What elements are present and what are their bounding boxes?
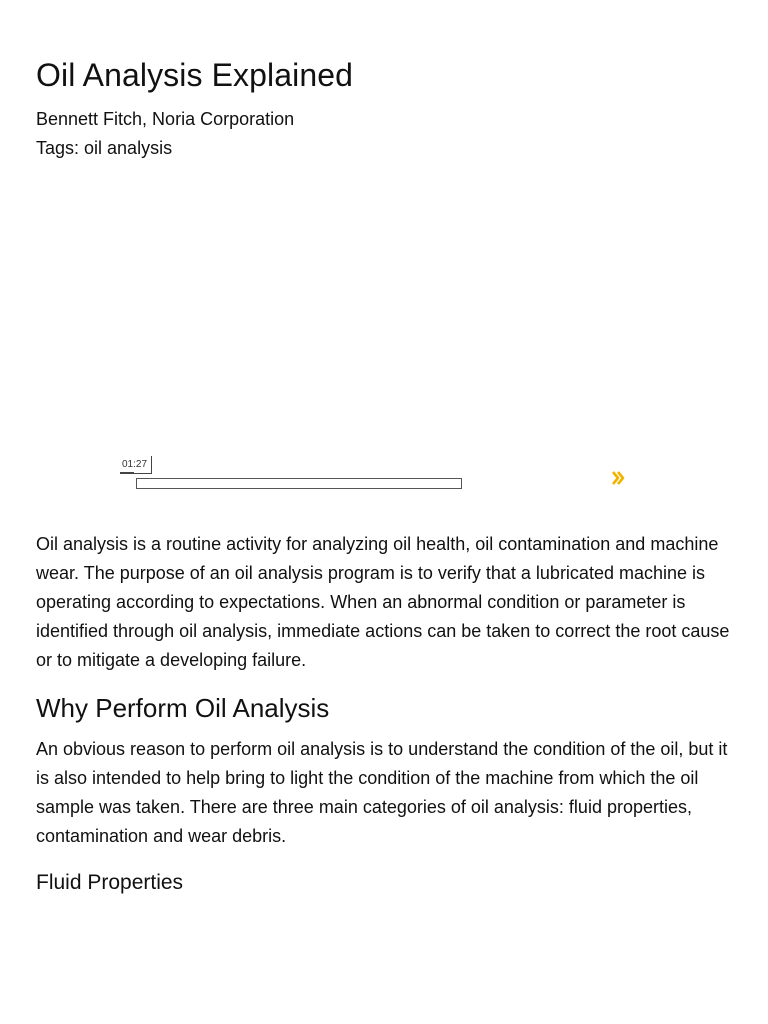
article-tags: Tags: oil analysis xyxy=(36,138,173,158)
section-paragraph: An obvious reason to perform oil analysis is to understand the condition of the oil, but it is also intended to help bring to light the condition of the machine from which the oil sample was taken. There are three main categories of oil analysis: fluid properties, contamination and wear debris. xyxy=(36,739,728,846)
intro-paragraph: Oil analysis is a routine activity for analyzing oil health, oil contamination and machine wear. The purpose of an oil analysis program is to verify that a lubricated machine is operating according to expectations. When an abnormal condition or parameter is identified through oil analysis, immediate actions can be taken to correct the root cause or to mitigate a developing failure. xyxy=(36,534,730,670)
progress-bar[interactable] xyxy=(136,478,462,489)
time-tooltip: 01:27 xyxy=(120,456,152,474)
chevron-left-part xyxy=(613,472,618,484)
double-chevron-right-icon-svg xyxy=(610,469,628,487)
page-title: Oil Analysis Explained xyxy=(36,57,354,93)
double-chevron-right-icon[interactable] xyxy=(610,469,628,487)
section-heading: Why Perform Oil Analysis xyxy=(36,693,330,723)
video-player[interactable] xyxy=(36,170,736,500)
time-tooltip-tick xyxy=(120,472,134,473)
subsection-heading: Fluid Properties xyxy=(36,871,184,894)
author-byline: Bennett Fitch, Noria Corporation xyxy=(36,109,295,129)
